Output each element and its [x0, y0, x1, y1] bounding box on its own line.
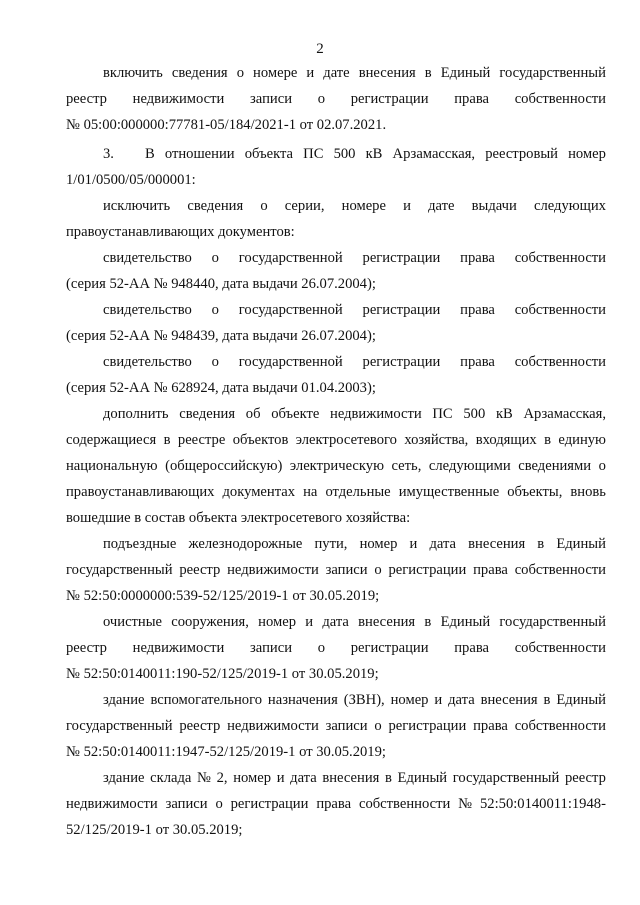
word: входящих: [475, 432, 537, 448]
word: имущественные: [398, 484, 500, 500]
word: номере: [253, 65, 298, 81]
word: регистрации: [362, 354, 441, 370]
text-line: [66, 431, 606, 449]
word: здание: [103, 692, 145, 708]
word: вспомогательного: [150, 692, 262, 708]
word: права: [460, 354, 495, 370]
word: на: [303, 484, 318, 500]
word: объекте: [271, 406, 320, 422]
word: свидетельство: [103, 250, 192, 266]
word: 500: [463, 406, 486, 422]
word: сведения: [179, 406, 236, 422]
word: недвижимости: [330, 406, 422, 422]
word: ПС: [432, 406, 453, 422]
word: сеть,: [391, 458, 422, 474]
text-line: 1/01/0500/05/000001:: [66, 172, 196, 188]
text-line: [66, 639, 606, 657]
word: внесения: [358, 65, 416, 81]
text-line: № 52:50:0000000:539-52/125/2019-1 от 30.05.2019;: [66, 588, 380, 604]
word: объекта: [244, 146, 294, 162]
word: сооружения,: [171, 614, 249, 630]
word: о: [215, 796, 223, 812]
word: и: [305, 614, 314, 630]
word: записи: [325, 562, 368, 578]
word: отношении: [164, 146, 235, 162]
word: в: [424, 614, 432, 630]
word: записи: [250, 91, 293, 107]
word: номере: [341, 198, 386, 214]
word: реестр: [179, 718, 221, 734]
word: Единый: [556, 692, 606, 708]
text-line: вошедшие в состав объекта электросетевого хозяйства:: [66, 510, 411, 526]
word: регистрации: [362, 250, 441, 266]
word: в: [537, 536, 545, 552]
word: дате: [428, 198, 455, 214]
word: права: [454, 91, 489, 107]
word: права: [473, 562, 508, 578]
word: Единый: [440, 65, 491, 81]
word: здание: [103, 770, 145, 786]
word: серии,: [284, 198, 325, 214]
word: В: [145, 146, 155, 162]
word: о: [374, 718, 382, 734]
word: и: [306, 65, 315, 81]
text-line: [66, 795, 606, 813]
word: государственной: [238, 302, 343, 318]
word: и: [434, 692, 443, 708]
word: дополнить: [103, 406, 169, 422]
word: об: [245, 406, 261, 422]
text-line: [103, 301, 606, 319]
word: единую: [558, 432, 606, 448]
word: №: [197, 770, 211, 786]
word: внесения: [468, 536, 526, 552]
text-line: [103, 769, 606, 787]
word: собственности: [514, 302, 606, 318]
word: регистрации: [362, 302, 441, 318]
text-line: [103, 197, 606, 215]
word: собственности: [514, 718, 606, 734]
word: регистрации: [350, 91, 429, 107]
word: права: [454, 640, 489, 656]
word: собственности: [514, 354, 606, 370]
word: государственной: [238, 250, 343, 266]
text-line: [103, 613, 606, 631]
word: и: [403, 198, 411, 214]
word: государственный: [66, 562, 173, 578]
word: собственности: [514, 91, 606, 107]
word: 500: [333, 146, 356, 162]
word: свидетельство: [103, 302, 192, 318]
text-line: правоустанавливающих документов:: [66, 224, 295, 240]
word: следующими: [428, 458, 511, 474]
word: о: [211, 302, 219, 318]
word: следующих: [533, 198, 606, 214]
list-number: 3.: [103, 146, 114, 162]
word: реестр: [66, 91, 107, 107]
word: государственный: [66, 718, 173, 734]
word: 52:50:0140011:1948-: [480, 796, 606, 812]
word: записи: [250, 640, 293, 656]
word: вновь: [570, 484, 606, 500]
word: регистрации: [388, 562, 467, 578]
page-number: 2: [316, 41, 324, 57]
word: объекты,: [507, 484, 563, 500]
word: Арзамасская,: [392, 146, 476, 162]
word: правоустанавливающих: [66, 484, 215, 500]
word: регистрации: [388, 718, 467, 734]
text-line: [66, 483, 606, 501]
word: о: [260, 198, 268, 214]
word: (ЗВН),: [343, 692, 385, 708]
word: №: [458, 796, 473, 812]
word: включить: [103, 65, 163, 81]
word: кВ: [365, 146, 383, 162]
text-line: [103, 64, 606, 82]
word: свидетельство: [103, 354, 192, 370]
word: в: [163, 432, 171, 448]
word: дате: [323, 65, 350, 81]
word: недвижимости: [132, 640, 225, 656]
word: дата: [290, 770, 317, 786]
word: дата: [448, 692, 475, 708]
word: государственный: [452, 770, 560, 786]
word: хозяйства,: [404, 432, 469, 448]
word: номер: [390, 692, 429, 708]
word: реестр: [66, 640, 107, 656]
text-line: № 05:00:000000:77781-05/184/2021-1 от 02.07.2021.: [66, 117, 387, 133]
word: реестровый: [485, 146, 558, 162]
word: дата: [322, 614, 349, 630]
word: реестре: [177, 432, 226, 448]
word: собственности: [514, 562, 606, 578]
word: сведения: [171, 65, 228, 81]
text-line: № 52:50:0140011:1947-52/125/2019-1 от 30.05.2019;: [66, 744, 386, 760]
word: склада: [150, 770, 192, 786]
word: государственный: [499, 614, 606, 630]
word: государственной: [238, 354, 343, 370]
word: в: [424, 65, 432, 81]
word: о: [236, 65, 244, 81]
word: национальную: [66, 458, 158, 474]
word: объектов: [232, 432, 289, 448]
word: собственности: [358, 796, 451, 812]
text-line: (серия 52-АА № 948440, дата выдачи 26.07.2004);: [66, 276, 376, 292]
word: номер: [359, 536, 398, 552]
word: номер: [233, 770, 272, 786]
word: номер: [568, 146, 606, 162]
word: записи: [165, 796, 208, 812]
word: реестр: [179, 562, 221, 578]
word: о: [374, 562, 382, 578]
word: очистные: [103, 614, 163, 630]
word: права: [460, 302, 495, 318]
word: о: [598, 458, 606, 474]
word: номер: [258, 614, 297, 630]
word: недвижимости: [227, 718, 319, 734]
word: исключить: [103, 198, 171, 214]
word: недвижимости: [227, 562, 319, 578]
word: выдачи: [471, 198, 517, 214]
word: недвижимости: [66, 796, 158, 812]
word: регистрации: [230, 796, 309, 812]
word: Единый: [556, 536, 606, 552]
text-line: (серия 52-АА № 948439, дата выдачи 26.07.2004);: [66, 328, 376, 344]
text-line: [66, 457, 606, 475]
word: Арзамасская,: [523, 406, 606, 422]
word: о: [211, 250, 219, 266]
text-line: [103, 535, 606, 553]
word: внесения: [322, 770, 380, 786]
word: регистрации: [350, 640, 429, 656]
text-line: (серия 52-АА № 628924, дата выдачи 01.04.2003);: [66, 380, 376, 396]
word: содержащиеся: [66, 432, 157, 448]
word: и: [276, 770, 285, 786]
word: о: [211, 354, 219, 370]
word: недвижимости: [132, 91, 225, 107]
word: электросетевого: [295, 432, 397, 448]
text-line: [66, 561, 606, 579]
text-line: [66, 717, 606, 735]
word: сведения: [187, 198, 244, 214]
word: железнодорожные: [188, 536, 303, 552]
word: в: [544, 432, 552, 448]
word: реестр: [564, 770, 606, 786]
word: документах: [222, 484, 296, 500]
word: записи: [325, 718, 368, 734]
word: в: [385, 770, 392, 786]
text-line: [103, 405, 606, 423]
word: внесения: [480, 692, 538, 708]
word: государственный: [499, 65, 606, 81]
text-line: № 52:50:0140011:190-52/125/2019-1 от 30.05.2019;: [66, 666, 379, 682]
word: права: [473, 718, 508, 734]
text-line: [145, 145, 606, 163]
word: подъездные: [103, 536, 177, 552]
word: и: [409, 536, 418, 552]
word: пути,: [314, 536, 348, 552]
word: отдельные: [325, 484, 391, 500]
word: сведениями: [518, 458, 592, 474]
text-line: [66, 90, 606, 108]
word: ПС: [303, 146, 324, 162]
text-line: [103, 353, 606, 371]
word: 2,: [216, 770, 228, 786]
text-line: [103, 249, 606, 267]
text-line: [103, 691, 606, 709]
word: в: [543, 692, 551, 708]
word: внесения: [358, 614, 416, 630]
word: собственности: [514, 640, 606, 656]
word: права: [316, 796, 352, 812]
word: о: [317, 91, 326, 107]
text-line: 52/125/2019-1 от 30.05.2019;: [66, 822, 243, 838]
word: собственности: [514, 250, 606, 266]
word: кВ: [495, 406, 513, 422]
word: электрическую: [289, 458, 384, 474]
word: права: [460, 250, 495, 266]
word: о: [317, 640, 326, 656]
word: дата: [429, 536, 457, 552]
word: Единый: [397, 770, 448, 786]
word: Единый: [440, 614, 491, 630]
word: назначения: [267, 692, 338, 708]
word: (общероссийскую): [165, 458, 283, 474]
